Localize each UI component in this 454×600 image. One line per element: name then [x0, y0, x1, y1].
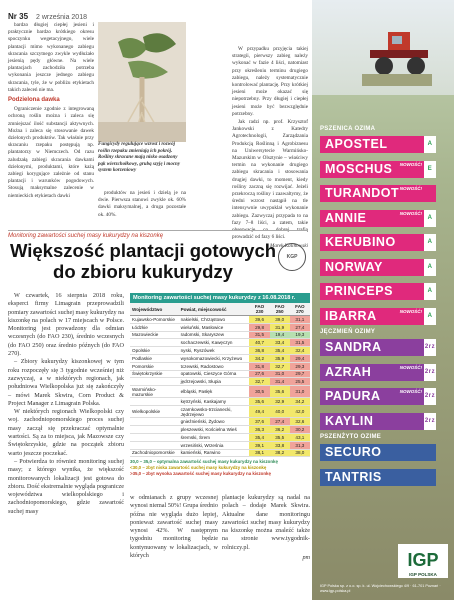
variety-tantris: [320, 469, 436, 486]
cell-location: elbląski, Pasłęk: [179, 386, 250, 398]
paragraph: bardzo długiej ciepłej jesieni i praktycznie bardzo krótkiego okresu spoczynku wegetacyjnego, wiele plantacji mimo wykonanego zabiegu skracania szczytnego zwykle wydłużało jesienią pędy główne. Na wiele plantacjach zachodziła potrzeba wykonania jeszcze jednego zabiegu skracania, tyle, że w pobliżu etykietach takich zaleceń nie ma.: [8, 22, 94, 93]
cell-value: 35,4: [270, 347, 290, 355]
table-row: [130, 347, 310, 355]
table-row: [130, 323, 310, 331]
cell-location: jędrzejowski, Słupia: [179, 378, 250, 386]
cell-value: 35,6: [270, 386, 290, 398]
svg-text:IGP: IGP: [407, 550, 439, 570]
cell-value: 35,9: [270, 354, 290, 362]
quality-class-tag: A: [424, 234, 436, 251]
variety-name: IBARRA: [325, 308, 377, 323]
variety-annie: [320, 210, 436, 227]
cell-value: 33,8: [270, 441, 290, 449]
cell-value: 32,7: [270, 362, 290, 370]
table-row: [130, 331, 310, 339]
variety-name: NORWAY: [325, 259, 383, 274]
cell-location: opatowski, Cieszyce Górna: [179, 370, 250, 378]
table-row: [130, 398, 310, 406]
table-row: [130, 386, 310, 398]
col-header: FAO 250: [270, 303, 290, 316]
cell-location: tczewski, Radostowo: [179, 362, 250, 370]
paragraph: – Potwierdza to również monitoring suchej masy; z którego wynika, że większość monitorowanych lokalizacji jest gotowa do zbioru. Dość ekstremalnie wygląda pogranicze województwa wielkopolskiego i zachodniopomorskiego, gdzie zawartość suchej masy: [8, 457, 124, 515]
issue-date: 2 września 2018: [36, 14, 87, 21]
data-table: [130, 303, 310, 457]
col-header: FAO 270: [290, 303, 310, 316]
cell-value: 40,0: [270, 406, 290, 418]
cell-value: 29,3: [290, 362, 310, 370]
variety-padura: [320, 388, 436, 405]
paragraph: Jak radzi np. prof. Krzysztof Jankowski z Katedry Agrotechnologii, Zarządzania Produkcją Roślinną i Agrobiznesu na Uniwersytecie Warmińsko-Mazurskim w Olsztynie – właściwy termin na wykonanie drugiego zabiegu skracania i stosowania drugiej dawki, to moment, kiedy rośliny zaczną się rozwijać. Jeżeli przekroczą rośliny i zaawaltymy, że średni wzrost nastąpił na tle intensywnie uwypuklał wykonanie zabiegu. Zazwyczaj przypada to na fazy 7–8 liści, a zatem, takie obserwacje co dobrej trafią prowadzić od fazy 6 liści.: [232, 119, 308, 241]
col-header: Województwo: [130, 303, 179, 316]
paragraph: W czwartek, 16 sierpnia 2018 roku, eksperci firmy Limagrain przeprowadzili pomiary zawartości suchej masy kukurydzy na kiszonkę na polach w 17 miejscach w Polsce. Monitoring jest prowadzony dla odmian wczesnych (do FAO 230), średnio wczesnych (do FAO 250) oraz średnio późnych (do FAO 270).: [8, 292, 124, 358]
paragraph: W niektórych regionach Wielkopolski czy woj. zachodniopomorskiego proces suchej masy zaczął się przekraczać optymalnie wartości. Są za to miejsca, jak Mazowsze czy Świętokrzyskie, gdzie na początek zbioru warto jeszcze poczekać.: [8, 408, 124, 457]
cell-value: 29,8: [249, 323, 269, 331]
cell-voivodeship: Wielkopolskie: [130, 406, 179, 418]
author-signature: pm: [302, 554, 310, 562]
quality-class-tag: A: [424, 308, 436, 325]
section-winter-wheat: PSZENICA OZIMA: [320, 126, 376, 132]
issue-number: Nr 35: [8, 12, 29, 21]
cell-voivodeship: Świętokrzyskie: [130, 370, 179, 378]
new-badge: NOWOŚĆ!: [399, 161, 422, 167]
quality-class-tag: A: [424, 259, 436, 276]
cell-value: 31,5: [290, 339, 310, 347]
page-header: [0, 0, 310, 20]
article-mid-column: [130, 494, 218, 560]
article-headline: Większość plantacji gotowych do zbioru kukurydzy: [9, 240, 277, 282]
new-badge: NOWOŚĆ!: [399, 389, 422, 394]
variety-moschus: [320, 161, 436, 178]
cell-value: 43,1: [290, 433, 310, 441]
cell-location: wysokomazowiecki, Krzyżewo: [179, 354, 250, 362]
cell-value: 49,4: [249, 406, 269, 418]
variety-name: KAYLIN: [325, 413, 374, 428]
cell-location: gnieźnieński, Żydowo: [179, 418, 250, 426]
cell-location: radomski, Skaryszew: [179, 331, 250, 339]
cell-value: 32,6: [290, 418, 310, 426]
legend-optimal: 30,0 – 35,0 – optymalna zawartość suchej masy kukurydzy na kiszonkę: [130, 459, 278, 465]
cell-voivodeship: Łódzkie: [130, 323, 179, 331]
cell-voivodeship: Warmińsko-mazurskie: [130, 386, 179, 398]
cell-location: nakielski, Chrząstowo: [179, 316, 250, 324]
cell-location: kamieński, Rarwino: [179, 449, 250, 457]
table-row: [130, 406, 310, 418]
cell-location: śremski, Śrem: [179, 433, 250, 441]
cell-location: sochaczewski, Kawęczyn: [179, 339, 250, 347]
variety-turandot: [320, 185, 436, 202]
variety-norway: [320, 259, 436, 276]
rapeseed-photo: [98, 22, 186, 142]
cell-value: 34,2: [290, 398, 310, 406]
variety-name: PADURA: [325, 389, 381, 403]
kgp-badge-icon: KGP: [278, 243, 306, 271]
cell-value: 39,1: [249, 441, 269, 449]
article-right-column: [222, 494, 310, 562]
cell-value: 42,0: [290, 406, 310, 418]
table-row: [130, 441, 310, 449]
cell-value: 38,2: [270, 449, 290, 457]
cell-voivodeship: [130, 339, 179, 347]
paragraph: W przypadku przyjęcia takiej strategii, pierwszy zabieg należy wykonać w fazie 4 liści, natomiast przy określeniu terminu drugiego zabiegu, należy systematycznie kontrolować plantację. Przy krótkiej jesieni może okazać się niepotrzebny. Przy długiej i ciepłej jesieni może być bezwzględnie potrzebny.: [232, 46, 308, 117]
cell-value: 27,6: [249, 370, 269, 378]
table-row: [130, 378, 310, 386]
legend-item: [130, 471, 310, 477]
cell-value: 30,2: [290, 426, 310, 434]
variety-name: TANTRIS: [325, 469, 382, 484]
variety-sandra: [320, 339, 436, 356]
variety-name: KERUBINO: [325, 235, 396, 249]
new-badge: NOWOŚĆ!: [399, 364, 422, 370]
author-signature: Marek Kalinowski: [270, 243, 308, 250]
table-legend: [130, 459, 310, 477]
cell-location: kętrzyński, Kaskajamy: [179, 398, 250, 406]
field-sprayer-icon: [362, 22, 432, 86]
cell-value: 19,4: [270, 331, 290, 339]
quality-class-tag: A: [424, 283, 436, 300]
logo-text: IGP POLSKA: [409, 572, 437, 577]
cell-value: 27,4: [270, 418, 290, 426]
cell-voivodeship: [130, 398, 179, 406]
section-winter-triticale: PSZENŻYTO OZIME: [320, 434, 382, 440]
cell-value: 31,1: [290, 316, 310, 324]
variety-apostel: [320, 136, 436, 153]
top-left-column: [8, 22, 94, 201]
cell-voivodeship: Podlaskie: [130, 354, 179, 362]
table-body: [130, 316, 310, 457]
cell-voivodeship: [130, 426, 179, 434]
paragraph: plantacje kukurydzy są nadal na polach – dodaje Marek Skwira. Aktualne dane monitoringu zawartości suchej masy kukurydzy na kiszonkę można znaleźć także na stronie www.tygodnik-rolniczy.pl.: [222, 494, 310, 551]
cell-value: 32,7: [249, 378, 269, 386]
cell-value: 31,9: [270, 323, 290, 331]
ad-footer: IGP Polska sp. z o.o. sp. k. ul. Wojciechowskiego 4/9 · 61-701 Poznań · www.igp-polska.pl: [320, 584, 441, 593]
variety-name: PRINCEPS: [325, 284, 393, 298]
cell-voivodeship: [130, 418, 179, 426]
new-badge: NOWOŚĆ!: [399, 308, 422, 314]
paragraph: produktów na jesień i dzielą je na dwie. Pierwsza stanowi zwykle ok. 60% dawki maksymalnej, a druga pozostałe ok. 40%.: [98, 190, 186, 218]
variety-securo: [320, 444, 436, 461]
quality-class-tag: A: [424, 136, 436, 153]
cell-value: 39,6: [249, 316, 269, 324]
paragraph: – Zbiory kukurydzy kiszonkowej w tym roku rozpoczęły się 3 tygodnie wcześniej niż zazwyczaj, a w niektórych regionach, jak południowa Wielkopolska już się zakończyły – mówi Marek Skwira, Corn Product & Project Manager z Limagrain Polska.: [8, 358, 124, 407]
table-row: [130, 339, 310, 347]
cell-value: 36,3: [249, 426, 269, 434]
cell-location: nyski, Ryszówek: [179, 347, 250, 355]
legend-high: >35,0 – zbyt wysoka zawartość suchej masy kukurydzy na kiszonkę: [130, 471, 271, 477]
paragraph: Ograniczenie zgodnie z integrowaną ochroną roślin można i zaleca się zmniejszać ilość substancji aktywnych. Można i zaleca się stosowanie dawek dzielonych produktów. Tak właśnie przy skracaniu rzepaku postępują np. plantatorzy w Niemczech. Od razu zaludzałą zabiegi skracania dawkami dzielonymi, produktami, które każą zabiegi korygujące zależnie od stanu plantacji i warunków pogodowych. Stosują maksymalne zalecenie w niemieckich etykietach dawki: [8, 106, 94, 199]
variety-name: APOSTEL: [325, 137, 388, 151]
cell-value: 40,7: [249, 339, 269, 347]
quality-class-tag: E: [424, 161, 436, 178]
table-title: Monitoring zawartości suchej masy kukurydzy z 16.08.2018 r.: [130, 293, 310, 303]
cell-value: 31,0: [290, 386, 310, 398]
cell-voivodeship: [130, 441, 179, 449]
quality-class-tag: 2rz: [424, 339, 436, 356]
cell-voivodeship: [130, 433, 179, 441]
dry-matter-table: [130, 293, 310, 477]
cell-location: pleszewski, Kościelna Wieś: [179, 426, 250, 434]
subheading: Podzielona dawka: [8, 97, 60, 104]
cell-value: 29,7: [290, 370, 310, 378]
cell-voivodeship: Opolskie: [130, 347, 179, 355]
cell-value: 36,2: [270, 426, 290, 434]
table-row: [130, 354, 310, 362]
photo-caption: Fungicydy regulujące wzrost i rozwój roślin rzepaku zmieniają ich pokrój. Rośliny skracane mają nisko osadzony pąk wierzchołkowy, grubą szyję i mocny system korzeniowy: [98, 142, 181, 173]
variety-princeps: [320, 283, 436, 300]
seed-advertisement: [312, 0, 454, 600]
variety-name: SANDRA: [325, 340, 382, 354]
variety-kerubino: [320, 234, 436, 251]
cell-voivodeship: Mazowieckie: [130, 331, 179, 339]
cell-voivodeship: Zachodniopomorskie: [130, 449, 179, 457]
table-row: [130, 433, 310, 441]
legend-low: <30,0 – zbyt niska zawartość suchej masy kukurydzy na kiszonkę: [130, 465, 267, 471]
variety-name: TURANDOT: [325, 186, 400, 200]
table-row: [130, 370, 310, 378]
cell-value: 33,4: [270, 339, 290, 347]
paragraph: w odmianach z grupy wczesnej wynosi niemal 50%! Grupa średnio późna nie wygląda dużo lepiej, ponieważ zawartość suchej masy wynosi 42%. W następnym tygodniu monitoring będzie kontynuowany w lokalizacjach, w których: [130, 494, 218, 560]
new-badge: NOWOŚĆ!: [399, 186, 422, 191]
table-row: [130, 449, 310, 457]
article-left-column: [8, 292, 124, 516]
variety-kaylin: [320, 413, 436, 430]
quality-class-tag: A: [424, 210, 436, 227]
cell-voivodeship: Pomorskie: [130, 362, 179, 370]
section-winter-barley: JĘCZMIEŃ OZIMY: [320, 329, 376, 335]
cell-value: 29,4: [290, 354, 310, 362]
cell-value: 35,4: [249, 433, 269, 441]
cell-location: wrzesiński, Września: [179, 441, 250, 449]
article-kicker: Monitoring zawartości suchej masy kukurydzy na kiszonkę: [8, 230, 308, 239]
cell-value: 31,5: [249, 331, 269, 339]
cell-value: 38,0: [290, 449, 310, 457]
table-row: [130, 316, 310, 324]
cell-value: 31,0: [270, 370, 290, 378]
variety-name: ANNIE: [325, 210, 367, 225]
cell-value: 32,4: [290, 347, 310, 355]
cell-value: 31,8: [249, 362, 269, 370]
cell-value: 37,6: [249, 418, 269, 426]
cell-value: 30,5: [249, 386, 269, 398]
cell-value: 34,2: [249, 354, 269, 362]
cell-value: 25,5: [290, 378, 310, 386]
cell-value: 38,1: [249, 449, 269, 457]
table-header-row: [130, 303, 310, 316]
cell-voivodeship: Kujawsko-Pomorskie: [130, 316, 179, 324]
cell-value: 32,9: [270, 398, 290, 406]
variety-azrah: [320, 364, 436, 381]
cell-value: 27,4: [290, 323, 310, 331]
new-badge: NOWOŚĆ!: [399, 210, 422, 216]
table-row: [130, 418, 310, 426]
quality-class-tag: 2rz: [424, 364, 436, 381]
variety-name: AZRAH: [325, 364, 372, 379]
table-row: [130, 426, 310, 434]
cell-value: 31,4: [270, 378, 290, 386]
cell-value: 35,5: [270, 433, 290, 441]
top-right-column: [232, 46, 308, 251]
cell-location: czarnkowsko-trzcianecki, Jędrzejewo: [179, 406, 250, 418]
variety-name: MOSCHUS: [325, 161, 393, 176]
variety-name: SECURO: [325, 445, 382, 459]
col-header: Powiat, miejscowość: [179, 303, 250, 316]
col-header: FAO 230: [249, 303, 269, 316]
cell-value: 39,0: [270, 316, 290, 324]
cell-value: 36,8: [249, 347, 269, 355]
cell-location: wieluński, Masłowice: [179, 323, 250, 331]
cell-value: 31,3: [290, 441, 310, 449]
table-row: [130, 362, 310, 370]
variety-ibarra: [320, 308, 436, 325]
quality-class-tag: 2rz: [424, 413, 436, 430]
top-mid-column: [98, 190, 186, 220]
cell-value: 35,6: [249, 398, 269, 406]
cell-voivodeship: [130, 378, 179, 386]
cell-value: 19,3: [290, 331, 310, 339]
quality-class-tag: 2rz: [424, 388, 436, 405]
